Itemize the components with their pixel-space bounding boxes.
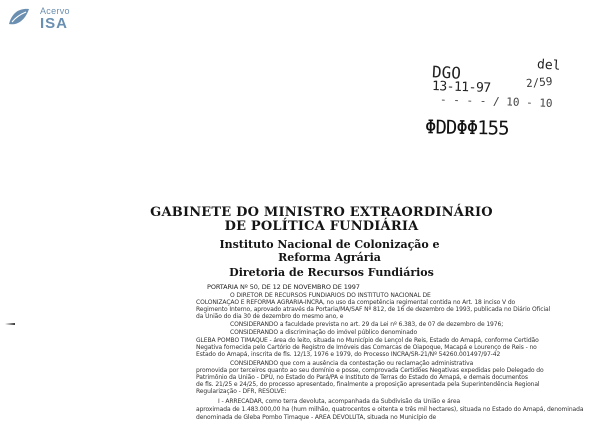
handwritten-number: 2/59 [525, 74, 554, 91]
handwritten-initials: del [536, 57, 561, 74]
body-line: Patrimônio da União - DPU, no Estado do Pará/PA e Instituto de Terras do Estado do Amapá, e demais documentos [196, 374, 528, 381]
body-line: COLONIZAÇÃO E REFORMA AGRÁRIA-INCRA, no uso da competência regimental contida no Art. 18 inciso V do [196, 299, 516, 306]
directorate-name: Diretoria de Recursos Fundiários [229, 266, 434, 279]
body-line: Estado do Amapá, inscrita de fls. 12/13, 1976 e 1979, do Processo INCRA/SR-21/Nº 54260.001497/97-42 [196, 351, 501, 358]
portaria-title: PORTARIA Nº 50, DE 12 DE NOVEMBRO DE 1997 [207, 283, 360, 291]
logo-text-acervo: Acervo [40, 6, 70, 16]
body-line: denominada de Gleba Pombo Timaque - ÁREA DEVOLUTA, situada no Município de [196, 414, 437, 421]
body-line: Regimento Interno, aprovado através da Portaria/MA/SAF Nº 812, de 16 de dezembro de 1993, publicada no Diário Oficial [196, 306, 551, 313]
body-line: da União do dia 30 de dezembro do mesmo ano, e [196, 313, 344, 320]
body-line: de fls. 21/25 e 24/25, do processo apresentado, finalmente a proposição apresentada pela Superintendência Regional [196, 381, 540, 388]
body-line: Negativa fornecida pelo Cartório de Registro de Imóveis das Comarcas de Oiapoque, Macapá e Lourenço de Reis - no [196, 344, 537, 351]
body-line: I - ARRECADAR, como terra devoluta, acompanhada da Subdivisão da União e área [218, 398, 461, 405]
body-line: aproximada de 1.483.000,00 ha (hum milhão, quatrocentos e oitenta e três mil hectares), situada no Estado do Amapá, denominada [196, 406, 584, 413]
ministry-title: GABINETE DO MINISTRO EXTRAORDINÁRIO [150, 205, 493, 220]
body-line: Regularização - DFR, RESOLVE: [196, 388, 287, 395]
acervo-isa-logo [6, 4, 98, 32]
body-line: GLEBA POMBO TIMAQUE - área do leito, situada no Município de Lençol de Reis, Estado do Amapá, conforme Certidão [196, 337, 539, 344]
institute-name-cont: Reforma Agrária [278, 251, 381, 264]
body-line: CONSIDERANDO que com a ausência da contestação ou reclamação administrativa [230, 360, 474, 367]
body-line: promovida por terceiros quanto ao seu domínio e posse, comprovada Certidões Negativas expedidas pelo Delegado do [196, 367, 544, 374]
isa-leaf-icon [6, 6, 32, 30]
institute-name: Instituto Nacional de Colonização e [219, 238, 440, 251]
body-line: O DIRETOR DE RECURSOS FUNDIÁRIOS DO INSTITUTO NACIONAL DE [230, 292, 431, 299]
handwritten-note: DGO [431, 62, 462, 83]
body-line: CONSIDERANDO a discriminação do imóvel público denominado [230, 329, 418, 336]
ministry-subtitle: DE POLÍTICA FUNDIÁRIA [224, 219, 419, 234]
body-line: CONSIDERANDO a faculdade prevista no art. 29 da Lei nº 6.383, de 07 de dezembro de 1976; [230, 321, 504, 328]
handwritten-reference: - - - - / 10 - 10 [439, 93, 553, 110]
archive-number: ΦDDΦΦ155 [424, 116, 509, 140]
logo-text-isa: ISA [40, 15, 69, 32]
handwritten-date: 13-11-97 [431, 78, 491, 97]
scan-mark [5, 322, 15, 326]
